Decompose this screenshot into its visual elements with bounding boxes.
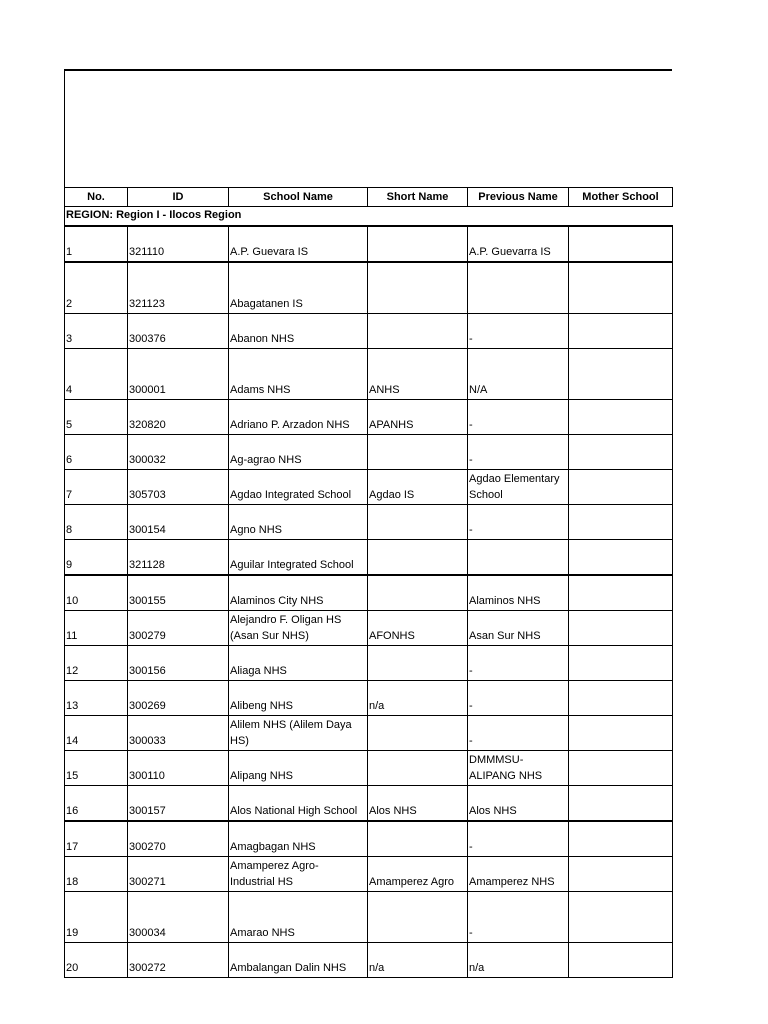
cell-no [65,575,128,611]
cell-school-name-text: Adriano P. Arzadon NHS [230,419,350,431]
cell-no [65,943,128,978]
cell-previous-name [468,262,569,314]
cell-previous-name [468,226,569,262]
cell-id-text: 300154 [129,524,166,536]
cell-no-text: 3 [66,333,73,345]
cell-no-text: 18 [66,876,79,888]
cell-short-name [368,349,468,400]
cell-short-name-text: AFONHS [369,630,415,642]
cell-previous-name [468,943,569,978]
cell-previous-name-text: Alaminos NHS [469,595,541,607]
cell-mother-school [569,892,673,943]
cell-school-name-text: Aguilar Integrated School [230,559,354,571]
cell-no-text: 9 [66,559,73,571]
cell-short-name [368,540,468,576]
cell-previous-name [468,505,569,540]
cell-school-name-text: Alaminos City NHS [230,595,324,607]
cell-id-text: 321110 [129,246,165,258]
cell-school-name [229,646,368,681]
cell-previous-name [468,314,569,349]
cell-id-text: 300155 [129,595,166,607]
cell-school-name [229,681,368,716]
cell-id-text: 300271 [129,876,166,888]
cell-school-name-text: Alipang NHS [230,770,293,782]
cell-previous-name [468,470,569,505]
cell-no [65,435,128,470]
cell-previous-name [468,646,569,681]
table-row [65,821,673,857]
table-row [65,314,673,349]
cell-school-name [229,226,368,262]
cell-mother-school [569,262,673,314]
cell-school-name-text: Alos National High School [230,805,358,817]
cell-mother-school [569,611,673,646]
cell-previous-name [468,892,569,943]
cell-previous-name-text: N/A [469,384,488,396]
cell-previous-name [468,349,569,400]
cell-mother-school [569,681,673,716]
cell-id-text: 300001 [129,384,166,396]
col-header-school-name: School Name [229,188,368,207]
cell-id-text: 320820 [129,419,166,431]
cell-id [128,751,229,786]
cell-id-text: 300376 [129,333,166,345]
cell-no [65,681,128,716]
table-row [65,716,673,751]
cell-school-name-text: Aliaga NHS [230,665,287,677]
cell-id-text: 321123 [129,298,165,310]
cell-short-name [368,505,468,540]
cell-no-text: 1 [66,246,73,258]
cell-no [65,821,128,857]
cell-id [128,821,229,857]
cell-school-name [229,505,368,540]
cell-short-name [368,646,468,681]
cell-mother-school [569,540,673,576]
cell-short-name [368,470,468,505]
table-row [65,646,673,681]
col-header-no: No. [65,188,128,207]
cell-short-name [368,751,468,786]
cell-previous-name [468,400,569,435]
cell-id [128,857,229,892]
cell-school-name [229,435,368,470]
cell-mother-school [569,751,673,786]
table-row [65,435,673,470]
cell-short-name [368,314,468,349]
cell-no-text: 20 [66,962,79,974]
cell-short-name [368,892,468,943]
table-row [65,943,673,978]
col-header-mother-school: Mother School [569,188,673,207]
cell-previous-name [468,435,569,470]
cell-no-text: 7 [66,489,73,501]
cell-no-text: 2 [66,298,73,310]
cell-no-text: 8 [66,524,73,536]
cell-mother-school [569,400,673,435]
cell-no [65,349,128,400]
cell-school-name [229,611,368,646]
cell-short-name-text: Agdao IS [369,489,415,501]
cell-no-text: 16 [66,805,79,817]
cell-short-name [368,943,468,978]
cell-id [128,681,229,716]
cell-short-name [368,786,468,822]
cell-previous-name-text: - [469,841,473,853]
cell-previous-name-text: Asan Sur NHS [469,630,541,642]
cell-no [65,857,128,892]
cell-no-text: 14 [66,735,79,747]
region-label: REGION: Region I - Ilocos Region [65,207,673,227]
cell-school-name [229,943,368,978]
cell-id-text: 300032 [129,454,166,466]
cell-school-name-text: Abanon NHS [230,333,295,345]
table-row [65,786,673,822]
cell-previous-name-text: Agdao Elementary School [469,473,560,501]
cell-school-name-text: Ag-agrao NHS [230,454,302,466]
cell-mother-school [569,314,673,349]
cell-mother-school [569,575,673,611]
cell-mother-school [569,435,673,470]
cell-short-name-text: Alos NHS [369,805,417,817]
cell-short-name [368,575,468,611]
cell-mother-school [569,505,673,540]
cell-id [128,505,229,540]
cell-no [65,716,128,751]
table-row [65,892,673,943]
cell-school-name-text: Agno NHS [230,524,282,536]
cell-id [128,262,229,314]
cell-no-text: 11 [66,630,78,642]
cell-school-name [229,349,368,400]
cell-id-text: 300157 [129,805,166,817]
cell-no [65,314,128,349]
cell-previous-name-text: - [469,665,473,677]
cell-previous-name [468,857,569,892]
cell-mother-school [569,821,673,857]
col-header-id: ID [128,188,229,207]
col-header-short-name: Short Name [368,188,468,207]
cell-school-name [229,751,368,786]
table-row [65,681,673,716]
cell-school-name [229,470,368,505]
cell-no-text: 15 [66,770,79,782]
cell-id-text: 300034 [129,927,166,939]
cell-no-text: 19 [66,927,79,939]
cell-no [65,786,128,822]
table-row [65,575,673,611]
cell-short-name [368,716,468,751]
cell-short-name-text: APANHS [369,419,414,431]
cell-previous-name [468,786,569,822]
cell-school-name-text: Amamperez Agro- Industrial HS [230,860,319,888]
cell-id-text: 300270 [129,841,166,853]
cell-id-text: 300033 [129,735,166,747]
col-header-previous-name: Previous Name [468,188,569,207]
cell-short-name-text: n/a [369,700,385,712]
cell-mother-school [569,716,673,751]
cell-no [65,892,128,943]
cell-no [65,751,128,786]
cell-school-name-text: Ambalangan Dalin NHS [230,962,347,974]
cell-school-name [229,400,368,435]
cell-no-text: 12 [66,665,79,677]
table-row [65,857,673,892]
cell-no-text: 5 [66,419,73,431]
cell-previous-name-text: Alos NHS [469,805,517,817]
cell-school-name-text: Adams NHS [230,384,291,396]
table-row [65,540,673,576]
cell-school-name-text: Amarao NHS [230,927,295,939]
cell-no [65,400,128,435]
header-row [65,188,673,207]
cell-school-name [229,716,368,751]
cell-previous-name-text: - [469,524,473,536]
cell-previous-name-text: - [469,927,473,939]
cell-short-name [368,400,468,435]
cell-short-name [368,611,468,646]
cell-previous-name [468,751,569,786]
cell-id [128,314,229,349]
cell-previous-name-text: - [469,419,473,431]
region-row [65,207,673,227]
cell-mother-school [569,470,673,505]
cell-no-text: 6 [66,454,73,466]
cell-previous-name-text: - [469,333,473,345]
table-row [65,470,673,505]
cell-school-name [229,857,368,892]
cell-mother-school [569,786,673,822]
cell-no [65,611,128,646]
cell-previous-name [468,681,569,716]
cell-short-name [368,262,468,314]
cell-mother-school [569,646,673,681]
cell-id-text: 305703 [129,489,166,501]
cell-id [128,786,229,822]
cell-previous-name-text: A.P. Guevarra IS [469,246,551,258]
cell-no [65,505,128,540]
cell-no [65,646,128,681]
cell-id-text: 300269 [129,700,166,712]
cell-school-name-text: A.P. Guevara IS [230,246,309,258]
sheet-header-area [64,69,672,187]
cell-short-name [368,226,468,262]
cell-school-name [229,262,368,314]
cell-id [128,575,229,611]
cell-id [128,611,229,646]
cell-school-name-text: Abagatanen IS [230,298,303,310]
spreadsheet [64,69,672,978]
cell-no-text: 4 [66,384,73,396]
cell-short-name-text: ANHS [369,384,400,396]
cell-previous-name [468,821,569,857]
cell-no-text: 10 [66,595,79,607]
cell-previous-name-text: DMMMSU- ALIPANG NHS [469,754,543,782]
cell-id-text: 300156 [129,665,166,677]
cell-previous-name-text: - [469,454,473,466]
cell-previous-name-text: Amamperez NHS [469,876,555,888]
cell-school-name [229,314,368,349]
cell-previous-name [468,611,569,646]
cell-short-name-text: n/a [369,962,385,974]
cell-school-name-text: Agdao Integrated School [230,489,352,501]
cell-school-name-text: Alejandro F. Oligan HS (Asan Sur NHS) [230,614,342,642]
cell-id-text: 300110 [129,770,165,782]
cell-school-name-text: Alilem NHS (Alilem Daya HS) [230,719,352,747]
table-row [65,226,673,262]
cell-no-text: 13 [66,700,79,712]
cell-school-name [229,540,368,576]
cell-no [65,226,128,262]
cell-id [128,226,229,262]
table-row [65,400,673,435]
cell-previous-name [468,540,569,576]
cell-no [65,540,128,576]
cell-id [128,540,229,576]
table-row [65,349,673,400]
cell-short-name [368,821,468,857]
cell-school-name [229,786,368,822]
cell-school-name [229,575,368,611]
cell-id-text: 300272 [129,962,166,974]
table-row [65,505,673,540]
table-row [65,262,673,314]
cell-school-name [229,821,368,857]
cell-mother-school [569,349,673,400]
cell-id [128,435,229,470]
cell-no-text: 17 [66,841,79,853]
cell-school-name [229,892,368,943]
cell-id-text: 300279 [129,630,166,642]
cell-previous-name-text: - [469,700,473,712]
cell-id [128,400,229,435]
cell-previous-name-text: n/a [469,962,485,974]
cell-id [128,646,229,681]
cell-school-name-text: Amagbagan NHS [230,841,316,853]
cell-id [128,470,229,505]
cell-id [128,892,229,943]
cell-short-name-text: Amamperez Agro [369,876,454,888]
cell-mother-school [569,943,673,978]
cell-id [128,349,229,400]
cell-no [65,470,128,505]
cell-previous-name [468,716,569,751]
schools-table [64,187,673,978]
table-row [65,751,673,786]
cell-id [128,943,229,978]
cell-previous-name [468,575,569,611]
cell-no [65,262,128,314]
cell-id [128,716,229,751]
cell-short-name [368,681,468,716]
cell-id-text: 321128 [129,559,165,571]
cell-previous-name-text: - [469,735,473,747]
cell-short-name [368,435,468,470]
table-row [65,611,673,646]
cell-mother-school [569,226,673,262]
cell-school-name-text: Alibeng NHS [230,700,293,712]
cell-mother-school [569,857,673,892]
cell-short-name [368,857,468,892]
